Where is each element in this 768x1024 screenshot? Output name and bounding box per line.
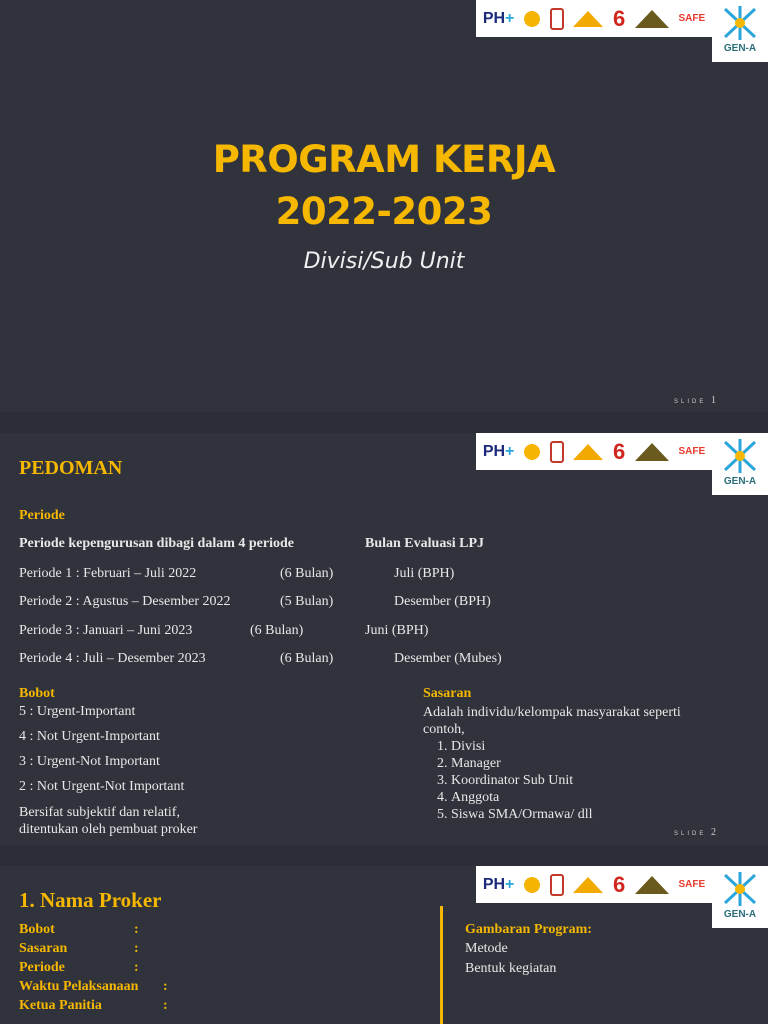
slide-2 xyxy=(0,433,768,845)
gen-a-label: GEN-A xyxy=(723,476,757,487)
slide-title-line1: PROGRAM KERJA xyxy=(212,138,556,181)
field-bobot: Bobot : xyxy=(19,922,139,937)
period-duration-4: (6 Bulan) xyxy=(280,651,334,666)
sasaran-item: 3. Koordinator Sub Unit xyxy=(451,772,743,789)
field-ketua-panitia: Ketua Panitia : xyxy=(19,998,168,1013)
slide-3 xyxy=(0,866,768,1024)
field-periode: Periode : xyxy=(19,960,139,975)
sponsor-logo-strip xyxy=(476,0,712,37)
gen-a-label: GEN-A xyxy=(723,43,757,54)
sasaran-intro: Adalah individu/kelompak masyarakat seperti xyxy=(423,705,681,720)
period-eval-1: Juli (BPH) xyxy=(394,566,455,581)
bobot-label: Bobot xyxy=(19,686,55,701)
sun-logo xyxy=(524,877,540,893)
gen-a-emblem-icon xyxy=(720,437,760,475)
period-eval-3: Juni (BPH) xyxy=(365,623,429,638)
proker-heading: 1. Nama Proker xyxy=(19,888,162,912)
sasaran-item: 5. Siswa SMA/Ormawa/ dll xyxy=(451,806,743,823)
slide-number: SLIDE 2 xyxy=(673,827,716,838)
sasaran-intro: contoh, xyxy=(423,722,465,737)
evaluation-column-header: Bulan Evaluasi LPJ xyxy=(365,536,485,551)
sasaran-block xyxy=(423,704,743,823)
sponsor-logo-strip xyxy=(476,866,712,903)
bobot-item: 2 : Not Urgent-Not Important xyxy=(19,779,185,794)
period-eval-2: Desember (BPH) xyxy=(394,594,491,609)
bobot-item: 5 : Urgent-Important xyxy=(19,704,136,719)
gen-a-logo xyxy=(712,0,768,62)
period-row-3: Periode 3 : Januari – Juni 2023 xyxy=(19,623,193,638)
sasaran-item: 1. Divisi xyxy=(451,738,743,755)
t-helper-logo xyxy=(573,877,603,893)
period-row-1: Periode 1 : Februari – Juli 2022 xyxy=(19,566,197,581)
t-helper-logo xyxy=(573,444,603,460)
slide-subtitle: Divisi/Sub Unit xyxy=(303,249,465,274)
column-divider xyxy=(440,906,443,1024)
sun-logo xyxy=(524,11,540,27)
field-sasaran: Sasaran : xyxy=(19,941,139,956)
bobot-item: 4 : Not Urgent-Important xyxy=(19,729,160,744)
sponsor-logos xyxy=(476,866,768,928)
sponsor-logo-strip xyxy=(476,433,712,470)
sponsor-logos xyxy=(476,433,768,495)
rintojs-logo xyxy=(550,874,564,896)
ph-logo: PH+ xyxy=(482,9,515,27)
sasaran-item: 4. Anggota xyxy=(451,789,743,806)
slide-number: SLIDE 1 xyxy=(673,395,716,406)
section-heading: PEDOMAN xyxy=(19,457,123,479)
period-column-header: Periode kepengurusan dibagi dalam 4 periode xyxy=(19,536,294,551)
mountain-logo xyxy=(635,10,669,28)
mountain-logo xyxy=(635,876,669,894)
period-duration-3: (6 Bulan) xyxy=(250,623,304,638)
gambaran-heading: Gambaran Program: xyxy=(465,922,592,937)
safe-logo: SAFE xyxy=(678,12,706,24)
safe-logo: SAFE xyxy=(678,445,706,457)
ph-logo: PH+ xyxy=(482,442,515,460)
gen-a-emblem-icon xyxy=(720,4,760,42)
bobot-note: ditentukan oleh pembuat proker xyxy=(19,822,198,837)
sun-logo xyxy=(524,444,540,460)
six-logo: 6 xyxy=(612,438,626,464)
bobot-note: Bersifat subjektif dan relatif, xyxy=(19,805,180,820)
gambaran-item: Metode xyxy=(465,941,508,956)
sasaran-list xyxy=(423,738,743,823)
gen-a-logo xyxy=(712,433,768,495)
ph-logo: PH+ xyxy=(482,875,515,893)
period-duration-2: (5 Bulan) xyxy=(280,594,334,609)
gambaran-item: Bentuk kegiatan xyxy=(465,961,557,976)
slide-gap xyxy=(0,845,768,866)
gen-a-logo xyxy=(712,866,768,928)
sasaran-label: Sasaran xyxy=(423,686,472,701)
periode-label: Periode xyxy=(19,508,65,523)
gen-a-label: GEN-A xyxy=(723,909,757,920)
sasaran-item: 2. Manager xyxy=(451,755,743,772)
bobot-item: 3 : Urgent-Not Important xyxy=(19,754,160,769)
period-eval-4: Desember (Mubes) xyxy=(394,651,502,666)
period-row-2: Periode 2 : Agustus – Desember 2022 xyxy=(19,594,231,609)
rintojs-logo xyxy=(550,441,564,463)
gen-a-emblem-icon xyxy=(720,870,760,908)
period-row-4: Periode 4 : Juli – Desember 2023 xyxy=(19,651,206,666)
field-waktu-pelaksanaan: Waktu Pelaksanaan : xyxy=(19,979,168,994)
period-duration-1: (6 Bulan) xyxy=(280,566,334,581)
six-logo: 6 xyxy=(612,5,626,31)
slide-gap xyxy=(0,412,768,433)
safe-logo: SAFE xyxy=(678,878,706,890)
sponsor-logos xyxy=(476,0,768,62)
six-logo: 6 xyxy=(612,871,626,897)
mountain-logo xyxy=(635,443,669,461)
slide-1 xyxy=(0,0,768,412)
rintojs-logo xyxy=(550,8,564,30)
t-helper-logo xyxy=(573,11,603,27)
slide-title-line2: 2022-2023 xyxy=(275,190,493,233)
